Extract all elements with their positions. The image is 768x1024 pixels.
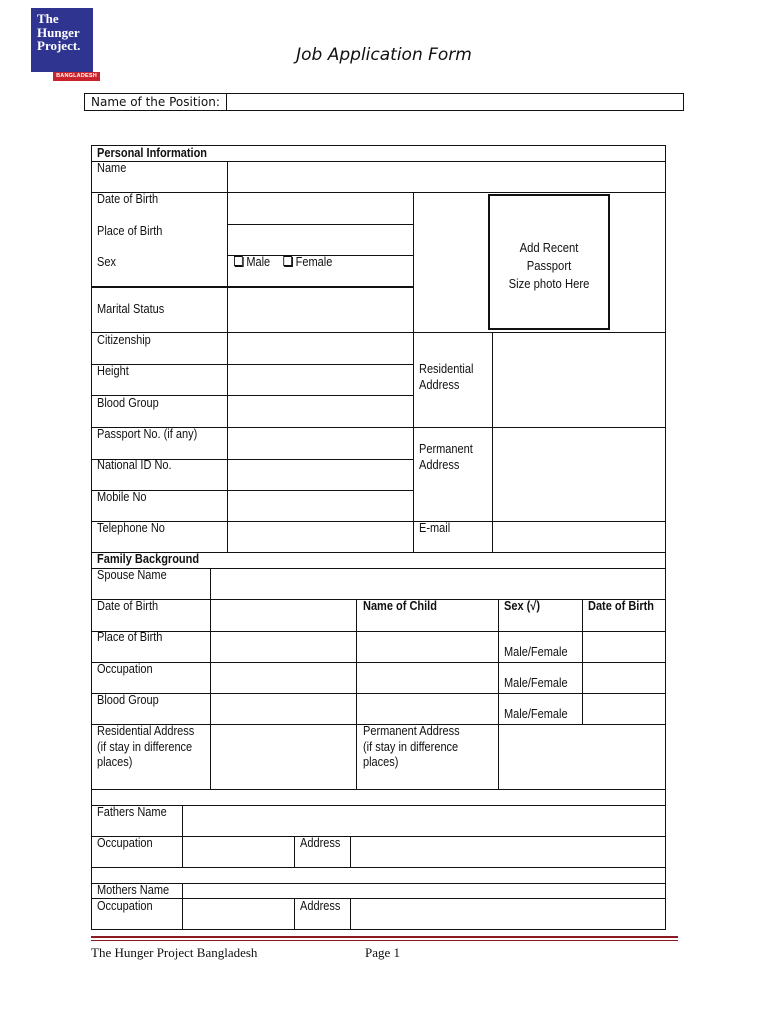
spouse-dob-label: Date of Birth — [97, 599, 159, 613]
child-sex-option[interactable]: Male/Female — [504, 676, 568, 690]
sex-label: Sex — [97, 255, 116, 269]
row-divider — [92, 192, 666, 193]
photo-instruction — [496, 239, 602, 293]
female-checkbox[interactable] — [283, 256, 292, 266]
fathers-name-label: Fathers Name — [97, 805, 167, 819]
email-label: E-mail — [419, 521, 451, 535]
spouse-pob-label: Place of Birth — [97, 630, 163, 644]
father-address-label: Address — [300, 836, 341, 850]
row-divider — [92, 789, 666, 790]
spouse-perm-line-3: places) — [363, 755, 399, 769]
sex-options — [234, 255, 332, 271]
logo-line-1: The — [37, 11, 59, 26]
pob-label: Place of Birth — [97, 224, 163, 238]
national-id-label: National ID No. — [97, 458, 172, 472]
child-dob-header: Date of Birth — [588, 599, 654, 613]
column-divider — [350, 898, 351, 930]
mothers-name-label: Mothers Name — [97, 883, 170, 897]
row-divider — [92, 332, 666, 333]
row-divider — [92, 883, 666, 884]
spouse-perm-line-1: Permanent Address — [363, 724, 460, 738]
row-divider — [92, 286, 413, 288]
footer-rule — [91, 936, 678, 938]
dob-label: Date of Birth — [97, 192, 159, 206]
permanent-address-label — [419, 442, 473, 473]
row-divider — [227, 224, 413, 225]
spouse-name-label: Spouse Name — [97, 568, 167, 582]
personal-info-heading: Personal Information — [97, 146, 208, 160]
column-divider — [227, 161, 228, 552]
position-field[interactable] — [84, 93, 684, 111]
row-divider — [92, 662, 666, 663]
height-label: Height — [97, 364, 129, 378]
logo-country-strip: BANGLADESH — [53, 72, 100, 81]
row-divider — [92, 521, 666, 522]
column-divider — [182, 883, 183, 930]
female-option-label: Female — [295, 255, 333, 269]
male-option-label: Male — [246, 255, 271, 269]
spouse-res-line-1: Residential Address — [97, 724, 195, 738]
mother-address-label: Address — [300, 899, 341, 913]
column-divider — [582, 599, 583, 724]
column-divider — [350, 836, 351, 867]
row-divider — [92, 805, 666, 806]
footer-organization: The Hunger Project Bangladesh — [91, 945, 258, 960]
male-checkbox[interactable] — [234, 256, 243, 266]
residential-line-2: Address — [419, 377, 460, 392]
spouse-res-line-3: places) — [97, 755, 133, 769]
mother-occupation-label: Occupation — [97, 899, 153, 913]
mobile-label: Mobile No — [97, 490, 147, 504]
column-divider — [182, 805, 183, 867]
citizenship-label: Citizenship — [97, 333, 151, 347]
logo-line-2: Hunger — [37, 24, 80, 40]
father-occupation-label: Occupation — [97, 836, 153, 850]
child-name-header: Name of Child — [363, 599, 437, 613]
name-label: Name — [97, 161, 127, 175]
column-divider — [294, 898, 295, 930]
passport-label: Passport No. (if any) — [97, 427, 198, 441]
telephone-label: Telephone No — [97, 521, 165, 535]
blood-group-label: Blood Group — [97, 396, 159, 410]
form-title: Job Application Form — [296, 45, 472, 65]
row-divider — [92, 568, 666, 569]
residential-line-1: Residential — [419, 362, 474, 376]
logo-line-3: Project. — [37, 38, 81, 53]
row-divider — [92, 867, 666, 868]
photo-instruction-line-2: Size photo Here — [508, 277, 590, 291]
position-label: Name of the Position: — [85, 94, 227, 110]
spouse-occupation-label: Occupation — [97, 662, 153, 676]
photo-instruction-line-1: Add Recent Passport — [519, 241, 579, 273]
column-divider — [294, 836, 295, 867]
footer-rule-thin — [91, 940, 678, 941]
row-divider — [92, 364, 413, 365]
child-sex-header: Sex (√) — [504, 599, 540, 613]
marital-status-label: Marital Status — [97, 302, 165, 316]
spouse-perm-line-2: (if stay in difference — [363, 739, 459, 754]
passport-photo-box[interactable] — [488, 194, 610, 330]
spouse-blood-group-label: Blood Group — [97, 693, 159, 707]
column-divider — [492, 332, 493, 552]
permanent-line-1: Permanent — [419, 442, 473, 456]
column-divider — [498, 599, 499, 789]
footer-page-number: Page 1 — [365, 945, 401, 960]
column-divider — [356, 599, 357, 789]
residential-address-label — [419, 362, 473, 393]
row-divider — [92, 631, 666, 632]
spouse-permanent-label — [363, 724, 460, 771]
spouse-res-line-2: (if stay in difference — [97, 739, 193, 754]
column-divider — [210, 568, 211, 789]
row-divider — [92, 836, 666, 837]
family-background-heading: Family Background — [97, 552, 200, 566]
child-sex-option[interactable]: Male/Female — [504, 707, 568, 721]
child-sex-option[interactable]: Male/Female — [504, 645, 568, 659]
permanent-line-2: Address — [419, 457, 460, 472]
spouse-residential-label — [97, 724, 194, 771]
row-divider — [92, 693, 666, 694]
row-divider — [92, 898, 666, 899]
column-divider — [413, 192, 414, 552]
